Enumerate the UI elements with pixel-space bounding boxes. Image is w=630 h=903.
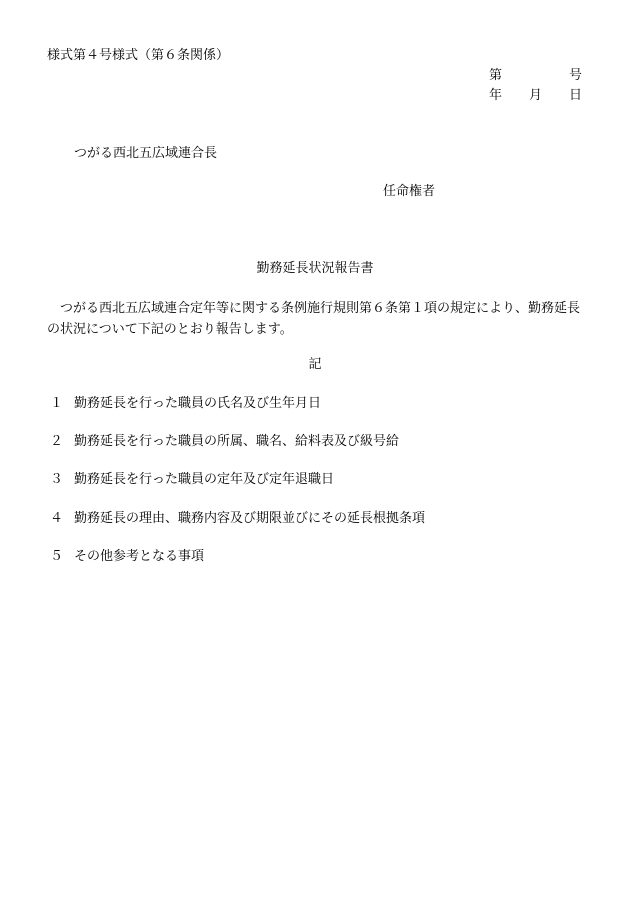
addressee: つがる西北五広域連合長 — [74, 146, 218, 161]
list-item — [50, 397, 321, 410]
document-number-prefix: 第 — [489, 68, 503, 83]
date-year-label: 年 — [489, 88, 503, 103]
item-text: その他参考となる事項 — [74, 549, 205, 564]
date-month-label: 月 — [529, 88, 543, 103]
item-number: ５ — [50, 549, 64, 564]
item-text: 勤務延長を行った職員の所属、職名、給料表及び級号給 — [74, 434, 400, 449]
ki-heading: 記 — [308, 357, 322, 372]
document-title: 勤務延長状況報告書 — [256, 261, 374, 276]
body-paragraph: つがる西北五広域連合定年等に関する条例施行規則第６条第１項の規定により、勤務延長の状況について下記のとおり報告します。 — [47, 301, 581, 337]
document-number-suffix: 号 — [569, 68, 583, 83]
list-item — [50, 435, 399, 448]
list-item — [50, 550, 204, 563]
item-text: 勤務延長の理由、職務内容及び期限並びにその延長根拠条項 — [74, 511, 426, 526]
item-number: １ — [50, 396, 64, 411]
item-number: ２ — [50, 434, 64, 449]
item-number: ４ — [50, 511, 64, 526]
appointing-authority: 任命権者 — [383, 184, 436, 199]
form-label: 様式第４号様式（第６条関係） — [47, 48, 230, 63]
item-number: ３ — [50, 472, 64, 487]
date-day-label: 日 — [569, 88, 583, 103]
list-item — [50, 473, 334, 486]
item-text: 勤務延長を行った職員の氏名及び生年月日 — [74, 396, 322, 411]
item-text: 勤務延長を行った職員の定年及び定年退職日 — [74, 472, 335, 487]
list-item — [50, 512, 425, 525]
